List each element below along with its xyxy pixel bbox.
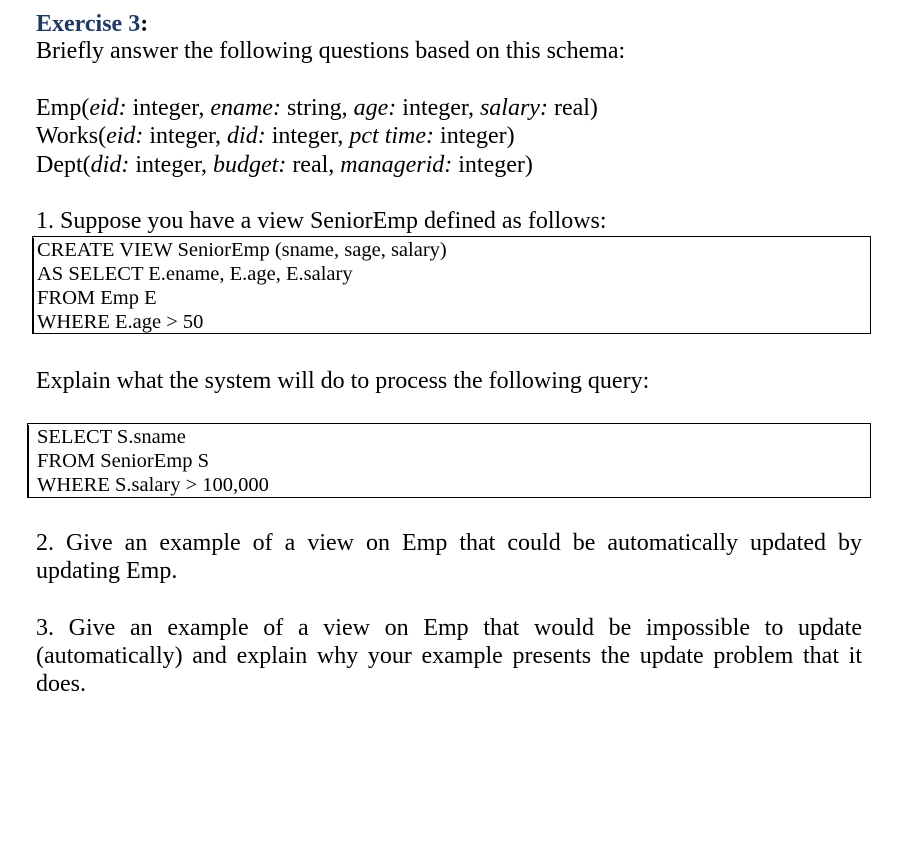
exercise-heading (36, 9, 148, 39)
schema-works-field: eid: (106, 123, 144, 149)
code-line: SELECT S.sname (28, 425, 870, 449)
explain-text: Explain what the system will do to process the following query: (36, 368, 650, 394)
schema-works-type: integer, (265, 123, 350, 149)
intro-text: Briefly answer the following questions based on this schema: (36, 38, 626, 64)
schema-emp-field: eid: (89, 95, 127, 121)
schema-emp-name: Emp( (36, 95, 90, 121)
schema-emp-type: integer, (396, 95, 480, 121)
question-1-text: 1. Suppose you have a view SeniorEmp defined as follows: (36, 208, 607, 234)
schema-dept-field: managerid: (340, 152, 453, 178)
query-box (27, 423, 871, 498)
schema-works-field: did: (227, 123, 266, 149)
schema-works (36, 122, 515, 151)
schema-emp-field: salary: (479, 95, 548, 121)
schema-dept-field: budget: (213, 152, 287, 178)
code-line: AS SELECT E.ename, E.age, E.salary (33, 262, 870, 286)
schema-works-name: Works( (36, 123, 107, 149)
exercise-colon: : (140, 11, 149, 37)
schema-works-field: pct time: (349, 123, 435, 149)
schema-dept-field: did: (90, 152, 130, 178)
schema-emp-type: string, (280, 95, 354, 121)
schema-emp (36, 94, 598, 123)
schema-emp-field: ename: (210, 95, 281, 121)
code-line: FROM SeniorEmp S (28, 449, 870, 473)
code-line: FROM Emp E (33, 286, 870, 310)
schema-works-type: integer) (434, 123, 515, 149)
question-3-text: 3. Give an example of a view on Emp that would be impossible to update (automatically) and explain why your example presents the update problem that it does. (36, 615, 862, 697)
schema-works-type: integer, (143, 123, 228, 149)
code-line: CREATE VIEW SeniorEmp (sname, sage, salary) (33, 238, 870, 262)
exercise-title: Exercise 3 (36, 11, 141, 37)
code-line: WHERE E.age > 50 (33, 310, 870, 334)
schema-emp-type: real) (547, 95, 598, 121)
view-definition-box (32, 236, 871, 334)
schema-dept (36, 151, 533, 180)
schema-emp-field: age: (353, 95, 397, 121)
code-line: WHERE S.salary > 100,000 (28, 473, 870, 497)
schema-dept-name: Dept( (36, 152, 91, 178)
schema-dept-type: integer) (452, 152, 533, 178)
schema-dept-type: real, (286, 152, 341, 178)
question-2-text: 2. Give an example of a view on Emp that could be automatically updated by updating Emp. (36, 530, 862, 584)
schema-dept-type: integer, (129, 152, 213, 178)
schema-emp-type: integer, (126, 95, 211, 121)
